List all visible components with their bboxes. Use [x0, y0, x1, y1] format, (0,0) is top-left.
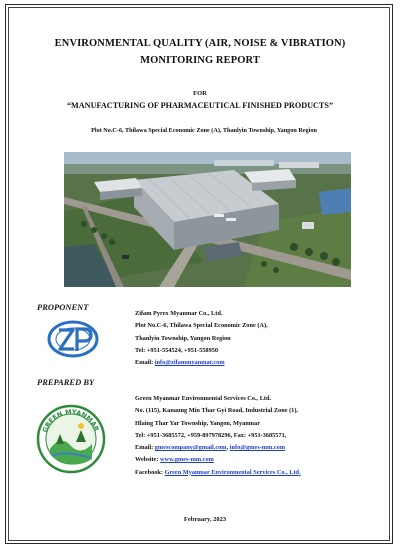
preparer-website-link[interactable]: www.gmes-mm.com — [160, 456, 214, 464]
preparer-facebook-label: Facebook: — [135, 468, 165, 476]
proponent-email-label: Email: — [135, 359, 155, 367]
for-label: FOR — [193, 90, 207, 97]
proponent-tel: Tel: +951-554524, +951-558950 — [135, 346, 219, 354]
preparer-email-row — [135, 442, 301, 454]
report-title-line2: MONITORING REPORT — [140, 55, 260, 66]
preparer-address-line2: Hlaing Thar Yar Township, Yangon, Myanmar — [135, 419, 260, 427]
factory-aerial-photo — [64, 152, 351, 287]
preparer-tel: Tel: +951-3685572, +959-897978296, Fax: +951-3685571, — [135, 431, 287, 439]
proponent-address-line2: Thanlyin Township, Yangon Region — [135, 334, 231, 342]
proponent-email-row — [135, 357, 268, 369]
green-myanmar-logo — [36, 404, 106, 474]
proponent-address-line1: Plot No.C-6, Thilawa Special Economic Zone (A), — [135, 322, 268, 330]
preparer-email-separator: , — [226, 444, 230, 452]
proponent-name: Zifam Pyrex Myanmar Co., Ltd. — [135, 310, 223, 317]
prepared-by-details — [135, 393, 301, 479]
proponent-section-label: PROPONENT — [37, 302, 89, 312]
preparer-website-row — [135, 454, 301, 466]
preparer-facebook-link[interactable]: Green Myanmar Environmental Services Co., Ltd. — [164, 468, 301, 476]
proponent-email-link[interactable]: info@zifammyanmar.com — [154, 359, 225, 367]
preparer-email-link-2[interactable]: info@gmes-mm.com — [229, 444, 286, 452]
green-myanmar-logo-text: GREEN MYANMAR — [41, 407, 101, 434]
project-name: “MANUFACTURING OF PHARMACEUTICAL FINISHED PRODUCTS” — [66, 101, 334, 110]
proponent-details — [135, 308, 268, 369]
report-title-line1: ENVIRONMENTAL QUALITY (AIR, NOISE & VIBRATION) — [54, 38, 346, 49]
zifam-logo — [46, 318, 101, 360]
preparer-facebook-row — [135, 467, 301, 479]
preparer-email-label: Email: — [135, 444, 155, 452]
project-location: Plot No.C-6, Thilawa Special Economic Zone (A), Thanlyin Township, Yangon Region — [91, 127, 317, 134]
preparer-name: Green Myanmar Environmental Services Co., Ltd. — [135, 395, 272, 402]
preparer-website-label: Website: — [135, 456, 161, 464]
preparer-email-link-1[interactable]: gmescompany@gmail.com — [154, 444, 227, 452]
report-date: February, 2023 — [183, 516, 227, 523]
preparer-address-line1: No. (115), Kanaung Min Thar Gyi Road, Industrial Zone (1), — [135, 407, 298, 415]
prepared-by-section-label: PREPARED BY — [37, 377, 95, 387]
